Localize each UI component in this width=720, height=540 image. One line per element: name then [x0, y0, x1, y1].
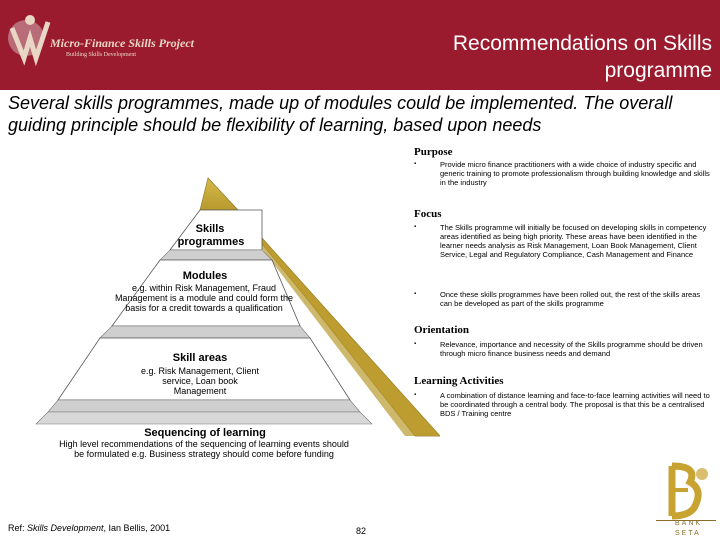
- bank-seta-top: BANK: [675, 520, 703, 527]
- level-1-title-2: programmes: [177, 236, 245, 248]
- level-4-title: Sequencing of learning: [144, 427, 266, 439]
- reference: Ref: Skills Development, Ian Bellis, 2001: [8, 523, 171, 533]
- orientation-heading: Orientation: [414, 324, 469, 336]
- logo-subtext: Building Skills Development: [66, 52, 136, 58]
- logo-text: Micro-Finance Skills Project: [50, 36, 194, 50]
- bullet-dot: ▪: [414, 392, 417, 398]
- bullet-dot: ▪: [414, 161, 417, 167]
- level-4-desc: High level recommendations of the sequencing of learning events should be formulated e.g. Business strategy should come before funding: [59, 439, 349, 459]
- page-title: [352, 30, 712, 84]
- purpose-heading: Purpose: [414, 146, 453, 158]
- bank-seta-bottom: SETA: [675, 530, 701, 537]
- learning-activities-heading: Learning Activities: [414, 375, 504, 387]
- pyramid-apex: [200, 178, 238, 210]
- level-2-title: Modules: [182, 270, 228, 282]
- bullet-dot: ▪: [414, 224, 417, 230]
- subtitle: Several skills programmes, made up of modules could be implemented. The overall guiding principle should be flexibility of learning, based upon needs: [8, 93, 673, 135]
- page-number: 82: [356, 526, 367, 536]
- pyramid-level-4: [36, 412, 372, 424]
- level-3-desc: e.g. Risk Management, Client service, Loan book Management: [140, 366, 260, 396]
- focus-bullet-1: The Skills programme will initially be focused on developing skills in competency areas identified as being high priority. These areas have been identified in the learner needs analysis as Risk Management, Loan Book Management, Client Service, Legal and Regulatory Compliance, Cash Management and Finance: [440, 223, 707, 259]
- level-3-title: Skill areas: [172, 352, 228, 364]
- bullet-dot: ▪: [414, 291, 417, 297]
- focus-bullet-2: Once these skills programmes have been rolled out, the rest of the skills areas can be developed as part of the skills programme: [440, 290, 701, 308]
- focus-heading: Focus: [414, 208, 442, 220]
- title-line-1: Recommendations on Skills: [452, 32, 712, 55]
- level-1-title: Skills: [195, 223, 225, 235]
- bullet-dot: ▪: [414, 341, 417, 347]
- purpose-bullet-1: Provide micro finance practitioners with a wide choice of industry specific and generic training to promote professionalism through building knowledge and skills in the industry: [440, 160, 710, 187]
- learning-activities-bullet-1: A combination of distance learning and face-to-face learning activities will need to be coordinated through a central body. The proposal is that this be a centralised BDS / Training centre: [440, 391, 710, 418]
- title-line-2: programme: [604, 59, 712, 82]
- header-banner: [0, 0, 720, 90]
- level-2-desc: e.g. within Risk Management, Fraud Management is a module and could form the basis for a credit towards a qualification: [114, 283, 294, 313]
- orientation-bullet-1: Relevance, importance and necessity of the Skills programme should be driven through micro finance business needs and demand: [440, 340, 703, 358]
- bank-seta-logo: [650, 460, 720, 540]
